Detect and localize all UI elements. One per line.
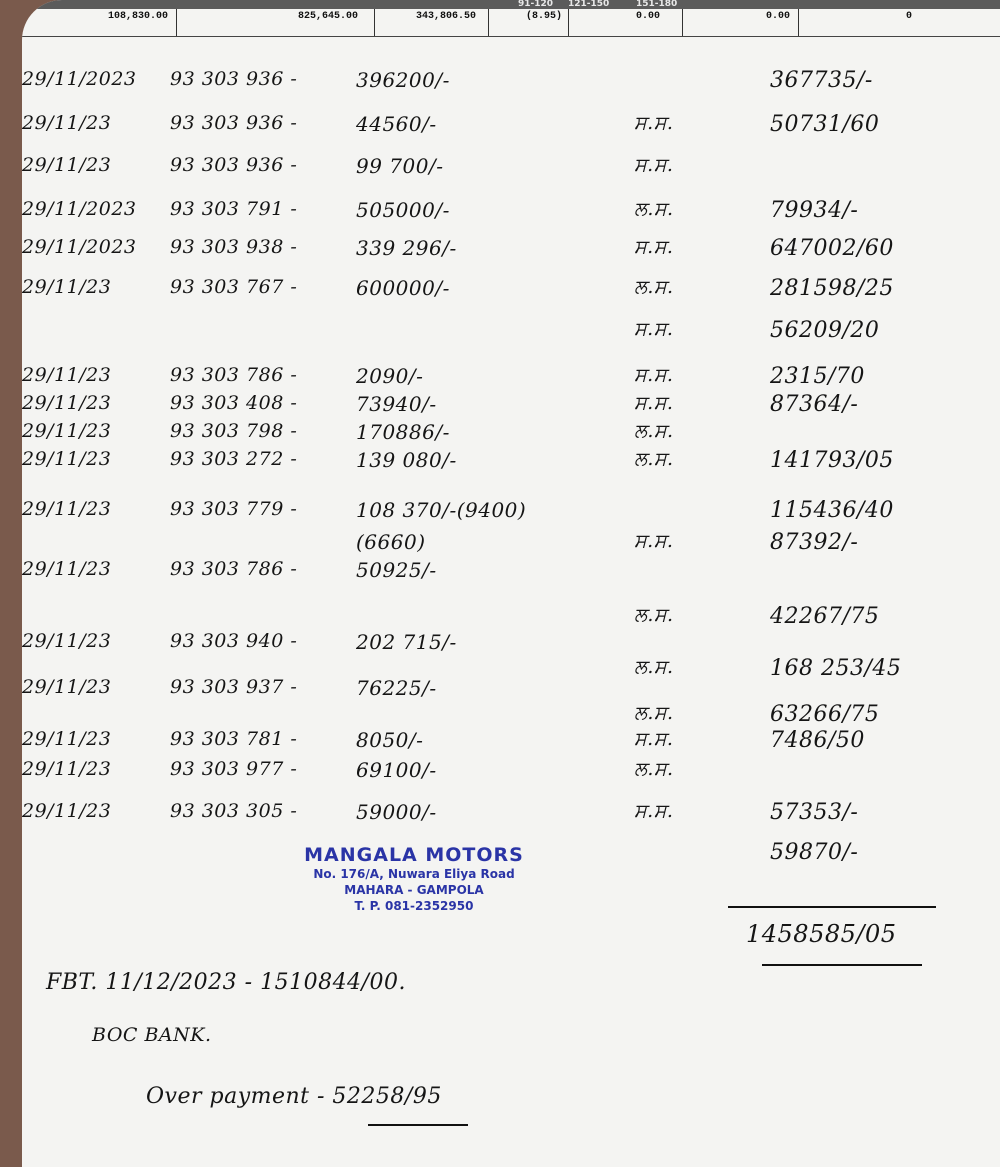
entry-ref: 93 303 940 - — [170, 630, 298, 652]
entry-balance: 56209/20 — [770, 318, 880, 343]
entry-date: 29/11/23 — [22, 728, 112, 750]
entry-balance: 2315/70 — [770, 364, 865, 389]
column-divider — [798, 9, 799, 36]
entry-date: 29/11/2023 — [22, 236, 137, 258]
entry-bank: ਸ.ਸ. — [634, 800, 674, 822]
aging-band-label: 121-150 — [568, 0, 610, 9]
entry-date: 29/11/23 — [22, 448, 112, 470]
entry-balance: 168 253/45 — [770, 656, 902, 681]
entry-bank: ਲ.ਸ. — [634, 276, 674, 298]
entry-amount: 99 700/- — [356, 154, 444, 178]
total-underline — [762, 964, 922, 966]
aging-band-label: 91-120 — [518, 0, 554, 9]
entry-date: 29/11/23 — [22, 558, 112, 580]
header-cell: 0 — [906, 11, 913, 22]
entry-amount: 170886/- — [356, 420, 450, 444]
entry-balance: 115436/40 — [770, 498, 894, 523]
entry-ref: 93 303 779 - — [170, 498, 298, 520]
column-divider — [488, 9, 489, 36]
entry-date: 29/11/23 — [22, 630, 112, 652]
entry-balance: 63266/75 — [770, 702, 880, 727]
transfer-note: FBT. 11/12/2023 - 1510844/00. — [46, 970, 406, 995]
entry-amount: 50925/- — [356, 558, 437, 582]
printed-statement-header — [22, 0, 1000, 37]
entry-amount: 139 080/- — [356, 448, 457, 472]
column-divider — [176, 9, 177, 36]
entry-amount: 202 715/- — [356, 630, 457, 654]
entry-date: 29/11/23 — [22, 154, 112, 176]
entry-ref: 93 303 937 - — [170, 676, 298, 698]
entry-bank: ਲ.ਸ. — [634, 656, 674, 678]
entry-amount: 600000/- — [356, 276, 450, 300]
entry-bank: ਸ.ਸ. — [634, 236, 674, 258]
entry-amount: 44560/- — [356, 112, 437, 136]
stamp-company-name: MANGALA MOTORS — [304, 844, 524, 866]
entry-balance: 42267/75 — [770, 604, 880, 629]
entry-bank: ਸ.ਸ. — [634, 364, 674, 386]
entry-amount: 505000/- — [356, 198, 450, 222]
entry-date: 29/11/2023 — [22, 198, 137, 220]
entry-date: 29/11/23 — [22, 420, 112, 442]
entry-amount: 73940/- — [356, 392, 437, 416]
entry-bank: ਲ.ਸ. — [634, 420, 674, 442]
entry-date: 29/11/23 — [22, 112, 112, 134]
entry-balance: 367735/- — [770, 68, 873, 93]
entry-balance: 647002/60 — [770, 236, 894, 261]
entry-bank: ਲ.ਸ. — [634, 448, 674, 470]
entry-bank: ਲ.ਸ. — [634, 604, 674, 626]
entry-balance: 50731/60 — [770, 112, 880, 137]
overpayment-underline — [368, 1124, 468, 1126]
entry-bank: ਸ.ਸ. — [634, 392, 674, 414]
entry-bank: ਸ.ਸ. — [634, 318, 674, 340]
entry-amount: 8050/- — [356, 728, 424, 752]
entry-ref: 93 303 272 - — [170, 448, 298, 470]
entry-bank: ਲ.ਸ. — [634, 758, 674, 780]
entry-date: 29/11/23 — [22, 758, 112, 780]
total-rule — [728, 906, 936, 908]
entry-date: 29/11/2023 — [22, 68, 137, 90]
entry-amount: 396200/- — [356, 68, 450, 92]
entry-date: 29/11/23 — [22, 392, 112, 414]
bank-note: BOC BANK. — [92, 1024, 212, 1046]
entry-amount: 69100/- — [356, 758, 437, 782]
entry-amount: 108 370/-(9400) — [356, 498, 527, 522]
entry-amount: 2090/- — [356, 364, 424, 388]
column-divider — [374, 9, 375, 36]
entry-ref: 93 303 936 - — [170, 68, 298, 90]
entry-balance: 59870/- — [770, 840, 859, 865]
entry-balance: 87392/- — [770, 530, 859, 555]
header-cell: 825,645.00 — [298, 11, 359, 22]
stamp-phone: T. P. 081-2352950 — [354, 899, 474, 913]
handwritten-ledger-page — [22, 0, 1000, 1167]
entry-ref: 93 303 798 - — [170, 420, 298, 442]
entry-balance: 141793/05 — [770, 448, 894, 473]
handwritten-total: 1458585/05 — [746, 920, 897, 948]
entry-ref: 93 303 767 - — [170, 276, 298, 298]
entry-amount: 76225/- — [356, 676, 437, 700]
header-cell: 0.00 — [636, 11, 661, 22]
entry-date: 29/11/23 — [22, 800, 112, 822]
entry-bank: ਲ.ਸ. — [634, 198, 674, 220]
header-cell: 108,830.00 — [108, 11, 169, 22]
overpayment-note: Over payment - 52258/95 — [146, 1084, 442, 1109]
aging-band-label: 151-180 — [636, 0, 678, 9]
entry-balance: 79934/- — [770, 198, 859, 223]
entry-ref: 93 303 781 - — [170, 728, 298, 750]
entry-ref: 93 303 936 - — [170, 112, 298, 134]
entry-amount: 339 296/- — [356, 236, 457, 260]
entry-ref: 93 303 786 - — [170, 558, 298, 580]
entry-balance: 7486/50 — [770, 728, 865, 753]
entry-amount: 59000/- — [356, 800, 437, 824]
entry-date: 29/11/23 — [22, 276, 112, 298]
entry-balance: 57353/- — [770, 800, 859, 825]
entry-ref: 93 303 305 - — [170, 800, 298, 822]
entry-bank: ਸ.ਸ. — [634, 154, 674, 176]
aging-band — [22, 0, 1000, 9]
entry-ref: 93 303 791 - — [170, 198, 298, 220]
entry-date: 29/11/23 — [22, 676, 112, 698]
header-cell: 0.00 — [766, 11, 791, 22]
entry-bank: ਸ.ਸ. — [634, 530, 674, 552]
entry-ref: 93 303 936 - — [170, 154, 298, 176]
column-divider — [682, 9, 683, 36]
stamp-address: No. 176/A, Nuwara Eliya Road — [313, 867, 515, 881]
entry-ref: 93 303 977 - — [170, 758, 298, 780]
entry-bank: ਸ.ਸ. — [634, 112, 674, 134]
entry-balance: 281598/25 — [770, 276, 894, 301]
entry-balance: 87364/- — [770, 392, 859, 417]
entry-date: 29/11/23 — [22, 364, 112, 386]
stamp-city: MAHARA - GAMPOLA — [344, 883, 484, 897]
header-cell: 343,806.50 — [416, 11, 477, 22]
header-cell: (8.95) — [526, 11, 563, 22]
entry-amount: (6660) — [356, 530, 426, 554]
entry-date: 29/11/23 — [22, 498, 112, 520]
entry-bank: ਸ.ਸ. — [634, 728, 674, 750]
entry-ref: 93 303 408 - — [170, 392, 298, 414]
column-divider — [568, 9, 569, 36]
entry-ref: 93 303 786 - — [170, 364, 298, 386]
entry-ref: 93 303 938 - — [170, 236, 298, 258]
company-stamp — [284, 844, 544, 914]
entry-bank: ਲ.ਸ. — [634, 702, 674, 724]
